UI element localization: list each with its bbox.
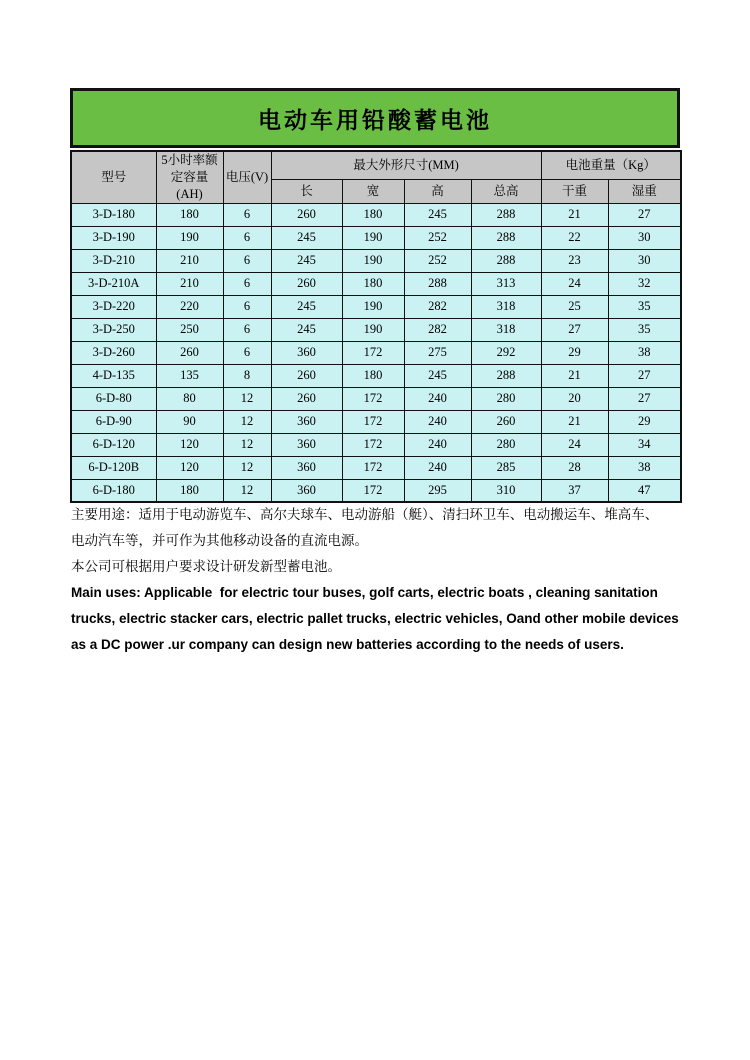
table-row — [71, 249, 681, 272]
table-cell: 240 — [404, 410, 471, 433]
note-line-zh-continued: 电动汽车等，并可作为其他移动设备的直流电源。 — [71, 533, 368, 548]
col-header-width: 宽 — [342, 179, 404, 203]
table-cell: 28 — [541, 456, 608, 479]
table-cell: 245 — [404, 203, 471, 226]
table-cell: 172 — [342, 456, 404, 479]
table-row — [71, 226, 681, 249]
table-row — [71, 410, 681, 433]
sheet-title: 电动车用铅酸蓄电池 — [70, 88, 680, 148]
table-cell: 245 — [271, 226, 342, 249]
table-cell: 27 — [608, 203, 681, 226]
table-cell: 310 — [471, 479, 541, 502]
table-cell: 6 — [223, 318, 271, 341]
table-cell: 24 — [541, 272, 608, 295]
table-cell: 6-D-90 — [71, 410, 156, 433]
table-cell: 172 — [342, 433, 404, 456]
table-cell: 245 — [271, 249, 342, 272]
table-row — [71, 479, 681, 502]
table-cell: 27 — [608, 364, 681, 387]
table-cell: 240 — [404, 433, 471, 456]
notes-block — [71, 502, 687, 658]
table-cell: 260 — [271, 364, 342, 387]
table-cell: 360 — [271, 479, 342, 502]
table-cell: 3-D-190 — [71, 226, 156, 249]
table-cell: 210 — [156, 272, 223, 295]
col-header-weight-group: 电池重量（Kg） — [541, 151, 681, 179]
table-cell: 3-D-260 — [71, 341, 156, 364]
table-cell: 12 — [223, 433, 271, 456]
table-cell: 6 — [223, 226, 271, 249]
table-cell: 285 — [471, 456, 541, 479]
table-cell: 180 — [156, 203, 223, 226]
table-cell: 27 — [608, 387, 681, 410]
table-row — [71, 387, 681, 410]
col-header-length: 长 — [271, 179, 342, 203]
table-cell: 30 — [608, 249, 681, 272]
table-cell: 172 — [342, 341, 404, 364]
table-cell: 260 — [271, 203, 342, 226]
col-header-dimensions-group: 最大外形尺寸(MM) — [271, 151, 541, 179]
table-cell: 245 — [271, 295, 342, 318]
table-cell: 172 — [342, 479, 404, 502]
table-cell: 260 — [271, 387, 342, 410]
battery-spec-table — [70, 150, 682, 503]
table-cell: 280 — [471, 433, 541, 456]
table-cell: 260 — [471, 410, 541, 433]
table-cell: 295 — [404, 479, 471, 502]
table-cell: 21 — [541, 410, 608, 433]
table-cell: 3-D-180 — [71, 203, 156, 226]
table-cell: 12 — [223, 410, 271, 433]
table-cell: 6-D-120B — [71, 456, 156, 479]
col-header-wet-weight: 湿重 — [608, 179, 681, 203]
table-cell: 360 — [271, 410, 342, 433]
table-cell: 38 — [608, 456, 681, 479]
table-row — [71, 433, 681, 456]
table-cell: 318 — [471, 318, 541, 341]
table-cell: 360 — [271, 341, 342, 364]
table-row — [71, 203, 681, 226]
table-cell: 190 — [156, 226, 223, 249]
table-cell: 172 — [342, 387, 404, 410]
table-cell: 260 — [156, 341, 223, 364]
table-cell: 172 — [342, 410, 404, 433]
table-cell: 180 — [342, 203, 404, 226]
table-cell: 3-D-250 — [71, 318, 156, 341]
table-cell: 12 — [223, 479, 271, 502]
table-cell: 35 — [608, 295, 681, 318]
table-cell: 35 — [608, 318, 681, 341]
table-cell: 3-D-210A — [71, 272, 156, 295]
table-cell: 288 — [471, 249, 541, 272]
table-cell: 8 — [223, 364, 271, 387]
table-cell: 3-D-220 — [71, 295, 156, 318]
table-cell: 6 — [223, 295, 271, 318]
table-cell: 90 — [156, 410, 223, 433]
note-line-en-continued: trucks, electric stacker cars, electric pallet trucks, electric vehicles, Oand other mobile devices — [71, 611, 679, 626]
table-cell: 6-D-120 — [71, 433, 156, 456]
table-cell: 47 — [608, 479, 681, 502]
table-cell: 180 — [342, 364, 404, 387]
table-cell: 288 — [471, 203, 541, 226]
table-cell: 22 — [541, 226, 608, 249]
table-cell: 80 — [156, 387, 223, 410]
table-cell: 6 — [223, 341, 271, 364]
table-cell: 3-D-210 — [71, 249, 156, 272]
table-cell: 210 — [156, 249, 223, 272]
table-row — [71, 341, 681, 364]
table-cell: 288 — [471, 226, 541, 249]
table-cell: 37 — [541, 479, 608, 502]
table-cell: 180 — [156, 479, 223, 502]
table-row — [71, 364, 681, 387]
table-cell: 220 — [156, 295, 223, 318]
table-cell: 6 — [223, 272, 271, 295]
table-cell: 4-D-135 — [71, 364, 156, 387]
table-cell: 120 — [156, 433, 223, 456]
table-row — [71, 295, 681, 318]
table-cell: 6 — [223, 203, 271, 226]
table-cell: 21 — [541, 364, 608, 387]
col-header-dry-weight: 干重 — [541, 179, 608, 203]
table-cell: 260 — [271, 272, 342, 295]
table-cell: 25 — [541, 295, 608, 318]
table-cell: 275 — [404, 341, 471, 364]
table-row — [71, 318, 681, 341]
table-cell: 32 — [608, 272, 681, 295]
table-row — [71, 272, 681, 295]
table-cell: 190 — [342, 295, 404, 318]
table-cell: 190 — [342, 226, 404, 249]
table-cell: 313 — [471, 272, 541, 295]
table-cell: 288 — [404, 272, 471, 295]
table-cell: 240 — [404, 387, 471, 410]
table-cell: 292 — [471, 341, 541, 364]
table-cell: 250 — [156, 318, 223, 341]
table-cell: 318 — [471, 295, 541, 318]
col-header-voltage: 电压(V) — [223, 151, 271, 203]
table-cell: 190 — [342, 318, 404, 341]
table-cell: 252 — [404, 226, 471, 249]
note-line-zh-main-uses: 主要用途：适用于电动游览车、高尔夫球车、电动游船（艇）、清扫环卫车、电动搬运车、堆高车、 — [71, 507, 659, 522]
table-cell: 280 — [471, 387, 541, 410]
table-body — [71, 203, 681, 502]
table-cell: 360 — [271, 456, 342, 479]
table-cell: 6 — [223, 249, 271, 272]
table-cell: 30 — [608, 226, 681, 249]
table-cell: 282 — [404, 295, 471, 318]
table-cell: 12 — [223, 387, 271, 410]
col-header-height: 高 — [404, 179, 471, 203]
table-cell: 180 — [342, 272, 404, 295]
col-header-capacity: 5小时率额定容量(AH) — [156, 151, 223, 203]
table-cell: 240 — [404, 456, 471, 479]
table-cell: 21 — [541, 203, 608, 226]
table-cell: 34 — [608, 433, 681, 456]
table-cell: 135 — [156, 364, 223, 387]
table-cell: 252 — [404, 249, 471, 272]
table-cell: 245 — [404, 364, 471, 387]
table-cell: 29 — [608, 410, 681, 433]
header-group-row — [71, 151, 681, 179]
table-cell: 282 — [404, 318, 471, 341]
table-cell: 20 — [541, 387, 608, 410]
table-cell: 245 — [271, 318, 342, 341]
table-cell: 288 — [471, 364, 541, 387]
note-line-zh-company: 本公司可根据用户要求设计研发新型蓄电池。 — [71, 559, 341, 574]
table-cell: 6-D-180 — [71, 479, 156, 502]
col-header-total-height: 总高 — [471, 179, 541, 203]
table-header — [71, 151, 681, 203]
table-cell: 24 — [541, 433, 608, 456]
table-cell: 6-D-80 — [71, 387, 156, 410]
table-cell: 360 — [271, 433, 342, 456]
table-cell: 29 — [541, 341, 608, 364]
battery-spec-sheet — [70, 88, 680, 503]
note-line-en-closing: as a DC power .ur company can design new batteries according to the needs of users. — [71, 637, 624, 652]
table-cell: 190 — [342, 249, 404, 272]
note-line-en-main-uses: Main uses: Applicable for electric tour buses, golf carts, electric boats , cleaning sanitation — [71, 585, 658, 600]
col-header-model: 型号 — [71, 151, 156, 203]
table-cell: 38 — [608, 341, 681, 364]
table-cell: 23 — [541, 249, 608, 272]
table-row — [71, 456, 681, 479]
table-cell: 27 — [541, 318, 608, 341]
table-cell: 12 — [223, 456, 271, 479]
table-cell: 120 — [156, 456, 223, 479]
